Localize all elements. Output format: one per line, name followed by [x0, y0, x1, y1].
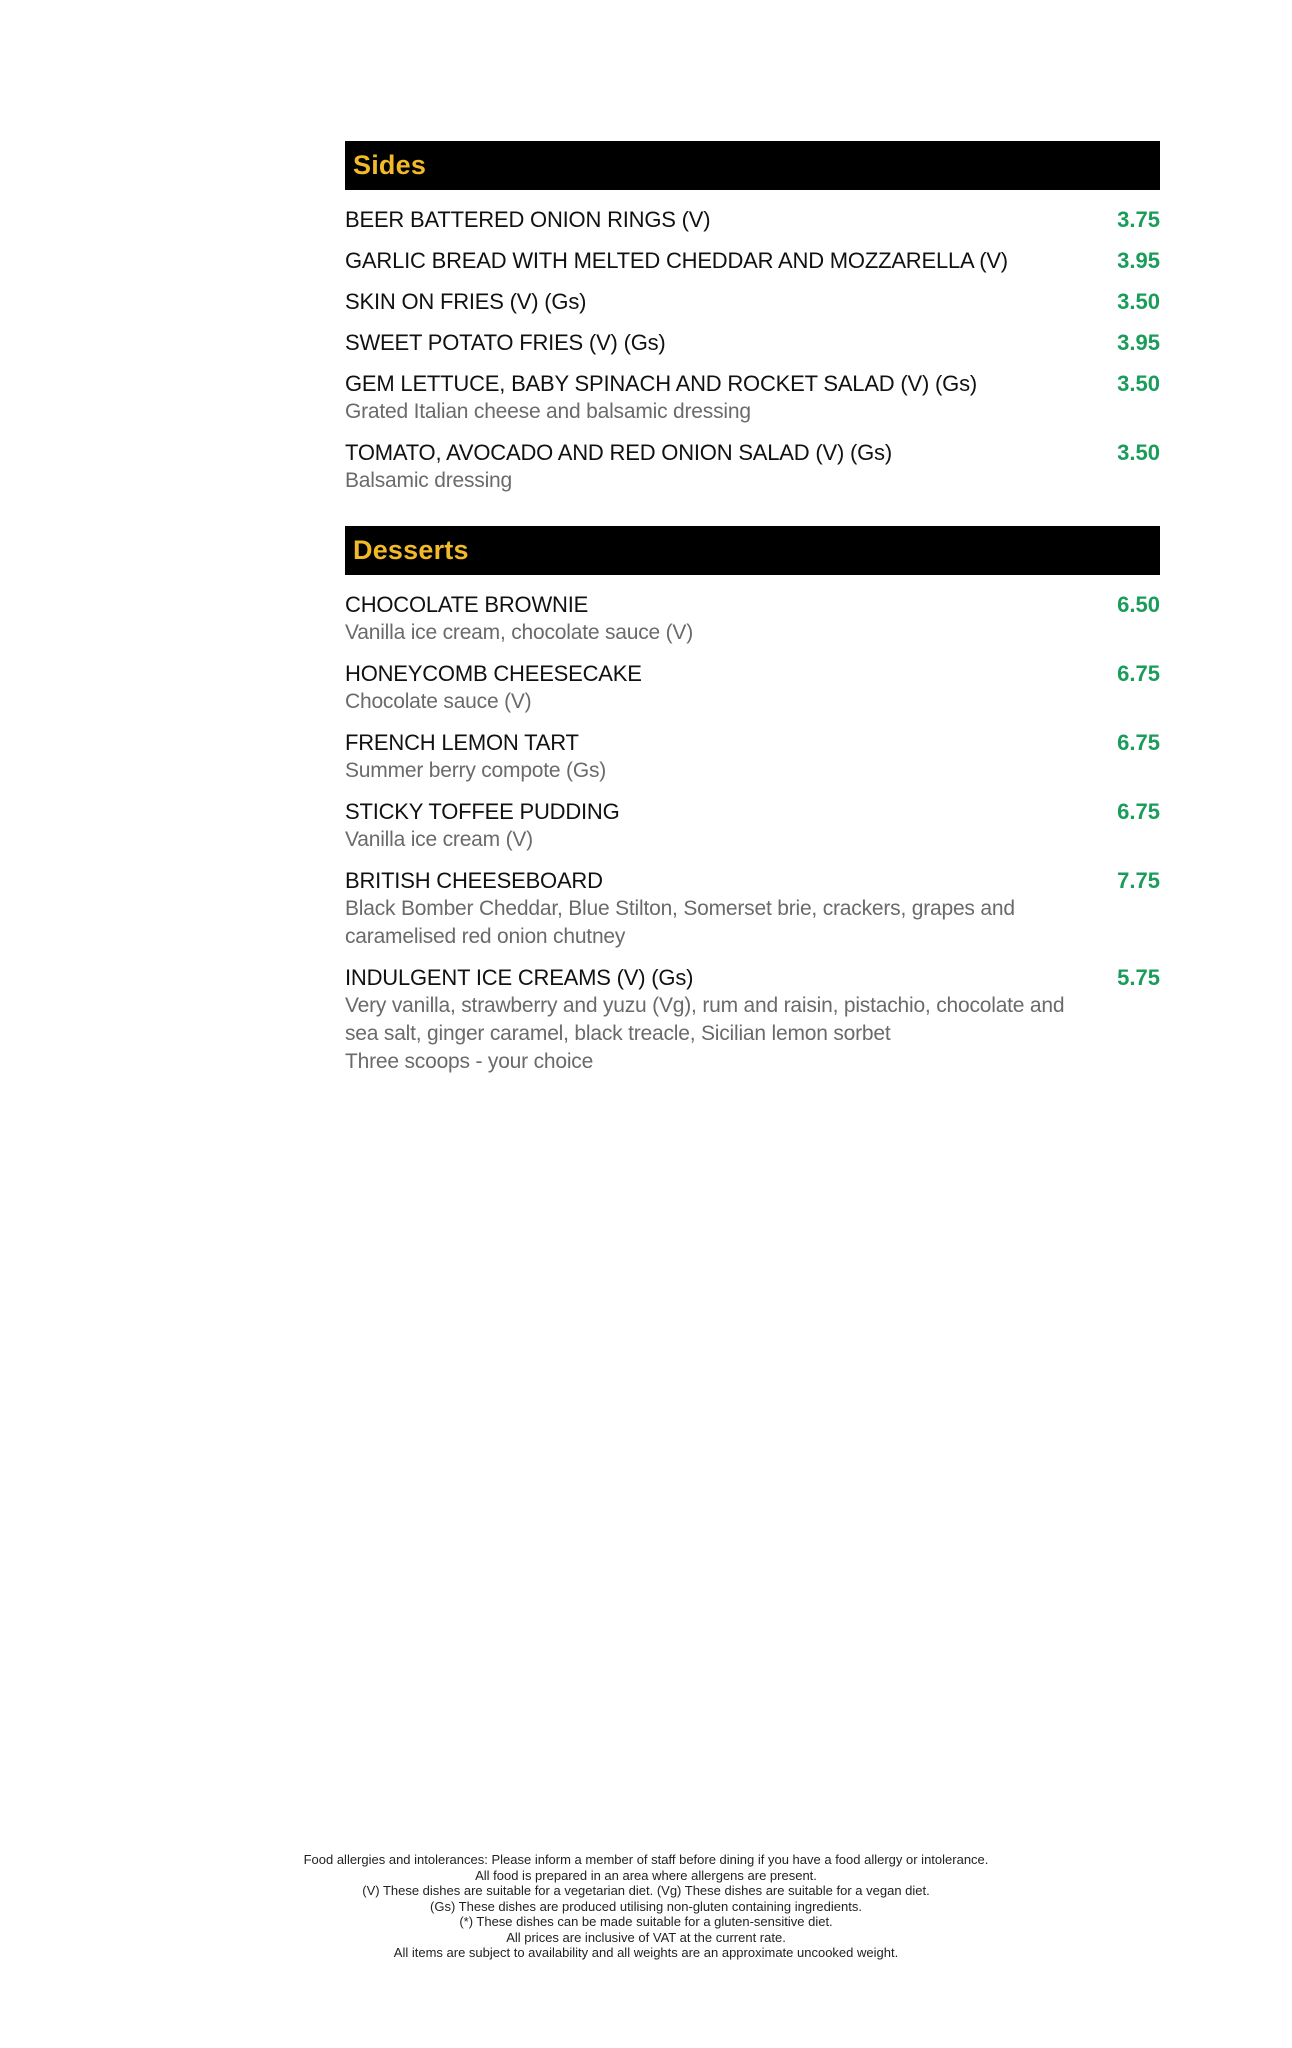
- item-description: Vanilla ice cream (V): [345, 828, 533, 851]
- item-name: BRITISH CHEESEBOARD: [345, 868, 603, 893]
- menu-item-chocolate-brownie: [345, 591, 1160, 647]
- menu: [345, 141, 1160, 1089]
- item-name: STICKY TOFFEE PUDDING: [345, 799, 620, 824]
- menu-item-honeycomb-cheesecake: [345, 660, 1160, 716]
- menu-item-garlic-bread: [345, 247, 1160, 275]
- item-price: 6.75: [1117, 661, 1160, 686]
- sides-list: [345, 206, 1160, 495]
- item-name: SWEET POTATO FRIES (V) (Gs): [345, 330, 666, 355]
- item-name: SKIN ON FRIES (V) (Gs): [345, 289, 587, 314]
- item-description: Very vanilla, strawberry and yuzu (Vg), rum and raisin, pistachio, chocolate and sea salt, ginger caramel, black treacle, Sicilian lemon sorbet: [345, 994, 1065, 1045]
- desserts-header: [345, 526, 1160, 575]
- sides-header: [345, 141, 1160, 190]
- item-name: GEM LETTUCE, BABY SPINACH AND ROCKET SALAD (V) (Gs): [345, 371, 978, 396]
- item-price: 3.75: [1117, 207, 1160, 232]
- footer-line: All prices are inclusive of VAT at the current rate.: [506, 1929, 786, 1945]
- sides-section: [345, 141, 1160, 495]
- item-description-note: Three scoops - your choice: [345, 1050, 594, 1073]
- item-name: GARLIC BREAD WITH MELTED CHEDDAR AND MOZZARELLA (V): [345, 248, 1008, 273]
- item-description: Summer berry compote (Gs): [345, 759, 607, 782]
- item-name: CHOCOLATE BROWNIE: [345, 592, 589, 617]
- menu-item-french-lemon-tart: [345, 729, 1160, 785]
- item-name: TOMATO, AVOCADO AND RED ONION SALAD (V) (Gs): [345, 440, 892, 465]
- footer-line: Food allergies and intolerances: Please inform a member of staff before dining if you have a food allergy or intolerance.: [303, 1852, 989, 1867]
- item-price: 3.50: [1117, 289, 1160, 314]
- sides-title: Sides: [353, 150, 427, 180]
- item-price: 3.95: [1117, 330, 1160, 355]
- item-description: Grated Italian cheese and balsamic dressing: [345, 400, 751, 423]
- footer-line: (Gs) These dishes are produced utilising non-gluten containing ingredients.: [430, 1898, 862, 1914]
- item-price: 3.50: [1117, 440, 1160, 465]
- item-price: 6.50: [1117, 592, 1160, 617]
- menu-item-sticky-toffee-pudding: [345, 798, 1160, 854]
- item-price: 7.75: [1117, 868, 1160, 893]
- menu-item-tomato-avocado-salad: [345, 439, 1160, 495]
- footer-line: All food is prepared in an area where allergens are present.: [475, 1867, 817, 1883]
- footer-line: (V) These dishes are suitable for a vegetarian diet. (Vg) These dishes are suitable for a vegan diet.: [362, 1883, 930, 1898]
- item-price: 3.95: [1117, 248, 1160, 273]
- item-price: 6.75: [1117, 730, 1160, 755]
- item-name: HONEYCOMB CHEESECAKE: [345, 661, 642, 686]
- footer-line: (*) These dishes can be made suitable for a gluten-sensitive diet.: [459, 1914, 833, 1929]
- item-description: Chocolate sauce (V): [345, 690, 532, 713]
- desserts-title: Desserts: [353, 535, 469, 565]
- allergen-footer: [0, 1852, 1292, 1961]
- item-price: 3.50: [1117, 371, 1160, 396]
- menu-item-sweet-potato-fries: [345, 329, 1160, 357]
- menu-item-onion-rings: [345, 206, 1160, 234]
- item-price: 5.75: [1117, 965, 1160, 990]
- desserts-list: [345, 591, 1160, 1076]
- item-price: 6.75: [1117, 799, 1160, 824]
- item-description: Balsamic dressing: [345, 469, 512, 492]
- menu-item-skin-on-fries: [345, 288, 1160, 316]
- item-name: INDULGENT ICE CREAMS (V) (Gs): [345, 965, 694, 990]
- item-name: BEER BATTERED ONION RINGS (V): [345, 207, 711, 232]
- item-description: Black Bomber Cheddar, Blue Stilton, Somerset brie, crackers, grapes and caramelised red onion chutney: [345, 897, 1015, 948]
- desserts-section: [345, 526, 1160, 1076]
- menu-item-indulgent-ice-creams: [345, 964, 1160, 1076]
- footer-line: All items are subject to availability and all weights are an approximate uncooked weight.: [393, 1945, 899, 1960]
- item-name: FRENCH LEMON TART: [345, 730, 579, 755]
- menu-item-british-cheeseboard: [345, 867, 1160, 951]
- item-description: Vanilla ice cream, chocolate sauce (V): [345, 621, 694, 644]
- menu-item-gem-lettuce-salad: [345, 370, 1160, 426]
